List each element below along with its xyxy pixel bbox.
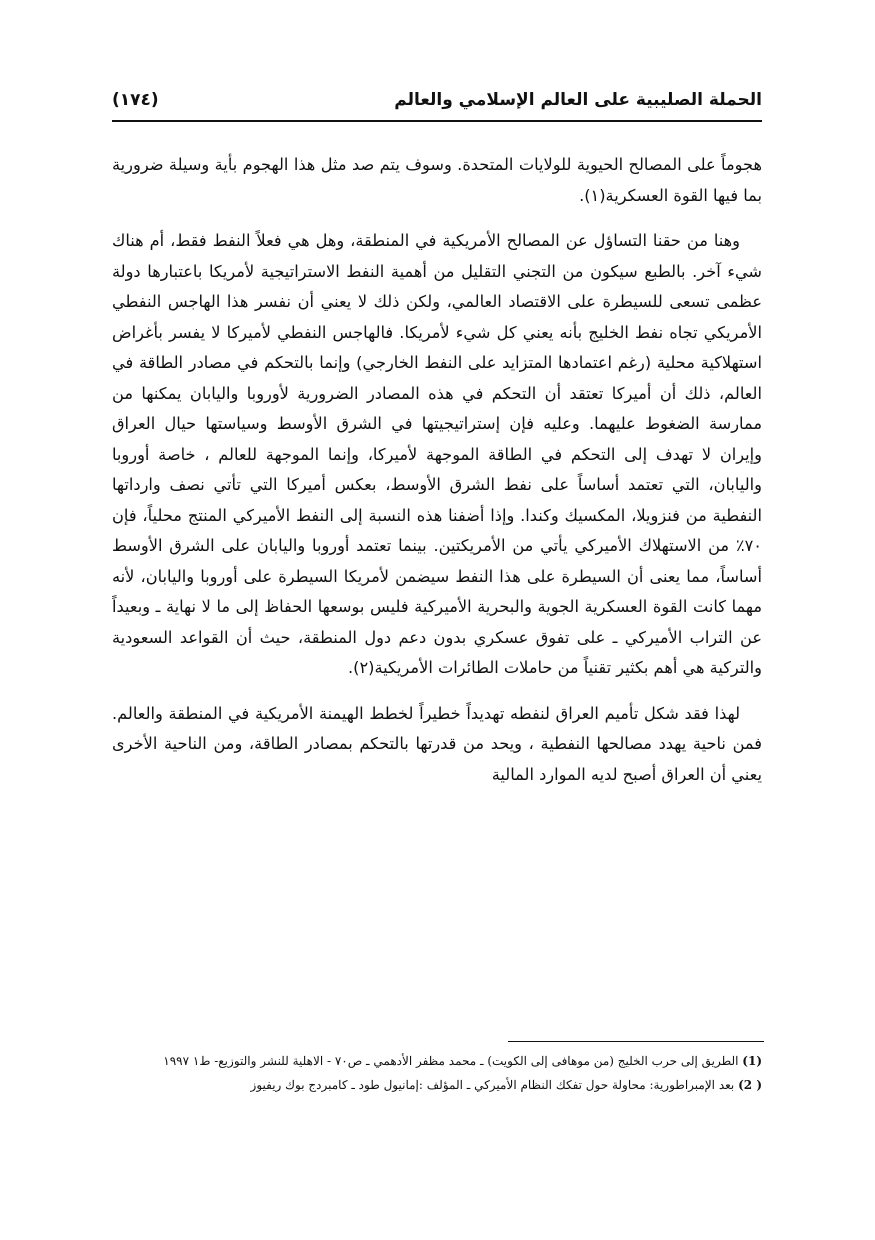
main-text bbox=[112, 150, 762, 805]
page-header bbox=[112, 86, 762, 122]
footnote bbox=[112, 1050, 762, 1072]
footnote-text: الطريق إلى حرب الخليج (من موهافى إلى الكويت) ـ محمد مظفر الأدهمي ـ ص٧٠ - الاهلية للنشر والتوزيع- ط١ ١٩٩٧ bbox=[163, 1054, 739, 1068]
paragraph: لهذا فقد شكل تأميم العراق لنفطه تهديداً خطيراً لخطط الهيمنة الأمريكية في المنطقة والعالم. فمن ناحية يهدد مصالحها النفطية ، ويحد من قدرتها بالتحكم بمصادر الطاقة، ومن الناحية الأخرى يعني أن العراق أصبح لديه الموارد المالية bbox=[112, 703, 762, 784]
footnote-mark: (1) bbox=[742, 1054, 762, 1068]
footnote-text: بعد الإمبراطورية: محاولة حول تفكك النظام الأميركي ـ المؤلف :إمانيول طود ـ كامبردج بوك ريفيوز bbox=[250, 1078, 735, 1092]
footnote-divider bbox=[508, 1041, 764, 1042]
page-number: (١٧٤) bbox=[112, 90, 159, 110]
footnote bbox=[112, 1074, 762, 1096]
paragraph: هجوماً على المصالح الحيوية للولايات المتحدة. وسوف يتم صد مثل هذا الهجوم بأية وسيلة ضرورية بما فيها القوة العسكرية(١). bbox=[112, 155, 762, 205]
footnotes bbox=[112, 1050, 762, 1098]
paragraph: وهنا من حقنا التساؤل عن المصالح الأمريكية في المنطقة، وهل هي فعلاً النفط فقط، أم هناك شيء آخر. بالطبع سيكون من التجني التقليل من أهمية النفط الاستراتيجية لأمريكا باعتبارها دولة عظمى تسعى للسيطرة على الاقتصاد العالمي، ولكن ذلك لا يعني أن نفسر هذا الهاجس النفطي الأمريكي تجاه نفط الخليج بأنه يعني كل شيء لأمريكا. فالهاجس النفطي لأميركا لا يفسر بأغراض استهلاكية محلية (رغم اعتمادها المتزايد على النفط الخارجي) وإنما بالتحكم في مصادر الطاقة في العالم، ذلك أن أميركا تعتقد أن التحكم في هذه المصادر الضرورية لأوروبا واليابان يمكنها من ممارسة الضغوط عليهما. وعليه فإن إستراتيجيتها في الشرق الأوسط وسياستها حيال العراق وإيران لا تهدف إلى التحكم في الطاقة الموجهة لأميركا، وإنما الموجهة للعالم ، خاصة أوروبا واليابان، التي تعتمد أساساً على نفط الشرق الأوسط، بعكس أميركا التي تأتي نصف وارداتها النفطية من فنزويلا، المكسيك وكندا. وإذا أضفنا هذه النسبة إلى النفط الأميركي المنتج محلياً، فإن ٧٠٪ من الاستهلاك الأميركي يأتي من الأمريكتين. بينما تعتمد أوروبا واليابان على الشرق الأوسط أساساً، مما يعنى أن السيطرة على هذا النفط سيضمن لأمريكا السيطرة على أوروبا واليابان، لأنه مهما كانت القوة العسكرية الجوية والبحرية الأميركية فليس بوسعها الحفاظ إلى ما لا نهاية ـ وبعيداً عن التراب الأميركي ـ على تفوق عسكري بدون دعم دول المنطقة، حيث أن القواعد السعودية والتركية هي أهم بكثير تقنياً من حاملات الطائرات الأمريكية(٢). bbox=[112, 231, 762, 677]
footnote-mark: ( 2) bbox=[738, 1078, 762, 1092]
running-title: الحملة الصليبية على العالم الإسلامي والعالم bbox=[394, 90, 762, 110]
